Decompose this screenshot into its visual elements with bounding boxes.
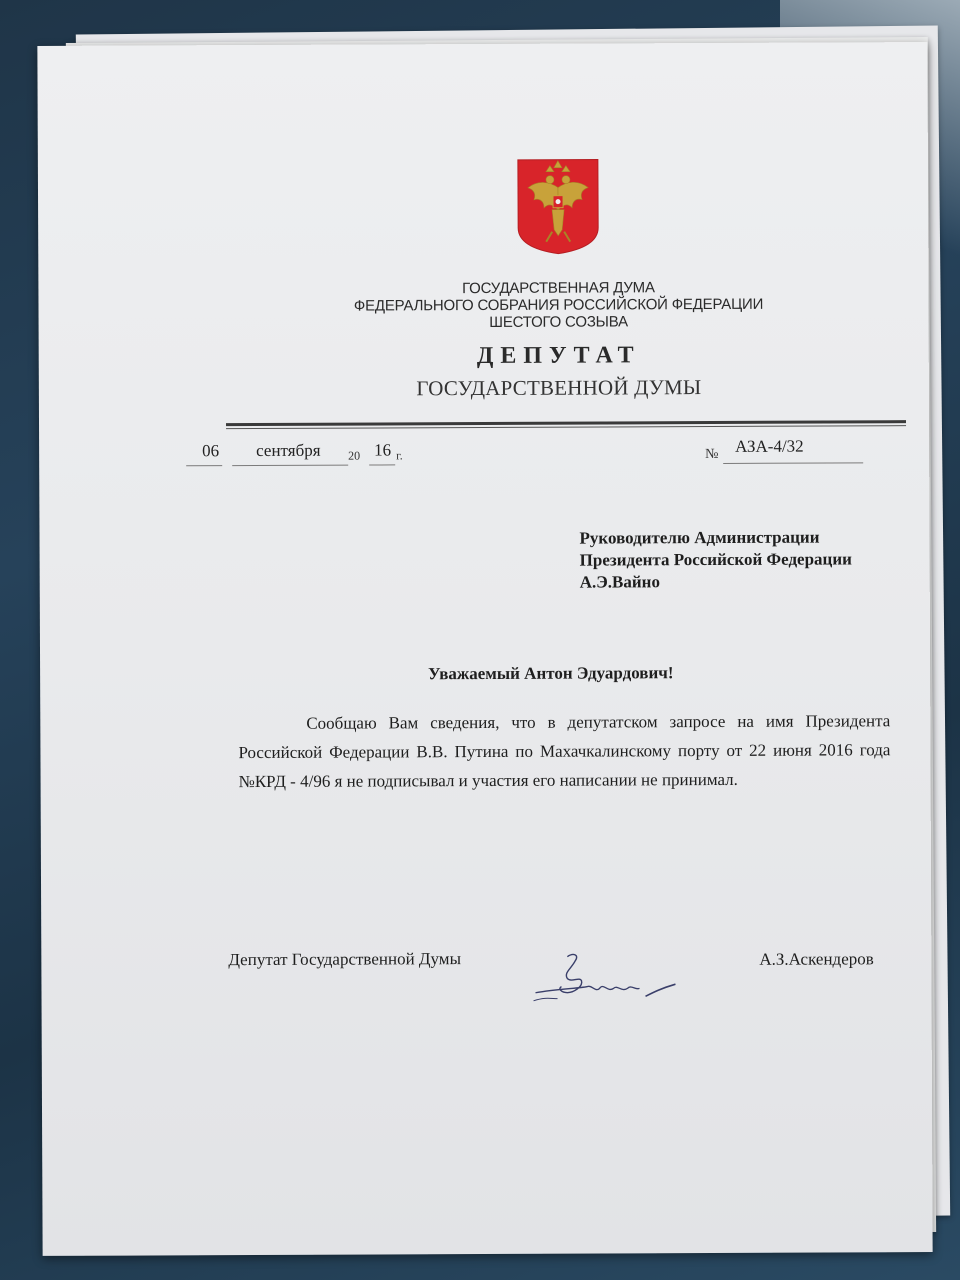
header-line-3: ШЕСТОГО СОЗЫВА — [489, 313, 628, 331]
addressee-line-1: Руководителю Администрации — [579, 527, 820, 548]
institution-header — [278, 278, 838, 331]
date-year: 16 — [374, 440, 392, 460]
header-line-1: ГОСУДАРСТВЕННАЯ ДУМА — [462, 279, 655, 298]
document-subtitle: ГОСУДАРСТВЕННОЙ ДУМЫ — [416, 375, 702, 401]
coat-of-arms-emblem — [516, 157, 600, 255]
reg-number-underline — [723, 462, 863, 464]
addressee-line-2: Президента Российской Федерации — [579, 549, 852, 570]
reg-number-label: № — [705, 446, 719, 463]
addressee-block — [579, 526, 852, 593]
date-century: 20 — [348, 448, 361, 463]
date-year-underline — [369, 464, 395, 465]
header-line-2: ФЕДЕРАЛЬНОГО СОБРАНИЯ РОССИЙСКОЙ ФЕДЕРАЦИИ — [353, 295, 764, 315]
salutation: Уважаемый Антон Эдуардович! — [428, 663, 674, 684]
signatory-role: Депутат Государственной Думы — [228, 949, 462, 970]
letter-page — [37, 42, 932, 1256]
date-month-underline — [232, 465, 348, 467]
header-rule-thin — [226, 425, 906, 429]
date-day-underline — [186, 465, 222, 466]
reg-number: АЗА-4/32 — [735, 436, 804, 456]
date-day: 06 — [202, 441, 220, 461]
signatory-name: А.З.Аскендеров — [759, 949, 874, 969]
date-year-suffix: г. — [396, 448, 403, 463]
letter-body: Сообщаю Вам сведения, что в депутатском запросе на имя Президента Российской Федерации В.В. Путина по Махачкалинскому порту от 22 июня 2016 года №КРД - 4/96 я не подписывал и участия его написании не принимал. — [238, 711, 891, 792]
document-title: ДЕПУТАТ — [476, 342, 641, 370]
addressee-line-3: А.Э.Вайно — [579, 572, 660, 592]
date-month: сентября — [256, 440, 321, 460]
handwritten-signature — [527, 948, 687, 1019]
